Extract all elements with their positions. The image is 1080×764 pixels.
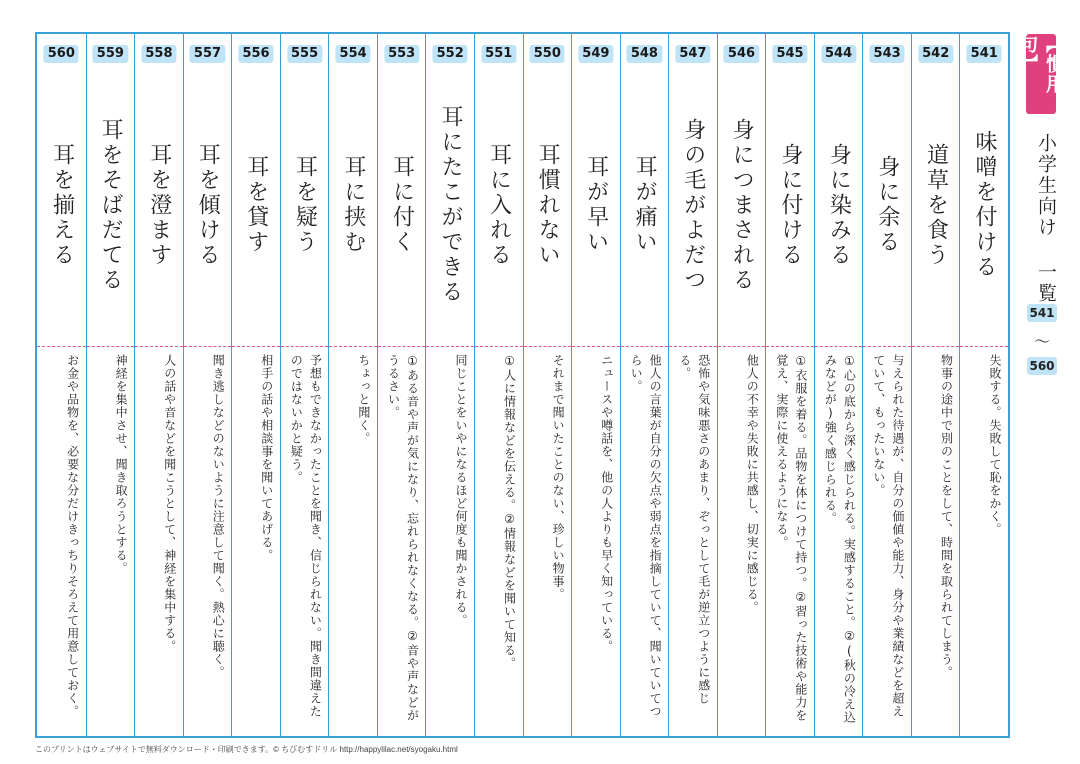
idiom-text: 耳をそばだてる <box>98 117 124 293</box>
idiom-column <box>959 34 1008 736</box>
dashed-divider <box>378 346 426 347</box>
idiom-column <box>571 34 620 736</box>
idiom-meaning: ①人に情報などを伝える。②情報などを聞いて知る。 <box>502 354 517 670</box>
idiom-text: 耳を貸す <box>243 155 269 255</box>
entry-number: 559 <box>93 45 128 63</box>
idiom-meaning: ちょっと聞く。 <box>356 354 371 445</box>
idiom-column <box>37 34 86 736</box>
idiom-text: 耳に付く <box>389 155 415 255</box>
category-tag: 【慣用句】 <box>1026 34 1056 114</box>
idiom-column <box>765 34 814 736</box>
dashed-divider <box>426 346 474 347</box>
idiom-text: 耳を揃える <box>49 142 75 268</box>
range-start-badge: 541 <box>1027 304 1057 322</box>
idiom-column <box>717 34 766 736</box>
dashed-divider <box>815 346 863 347</box>
idiom-column <box>328 34 377 736</box>
entry-number: 553 <box>384 45 419 63</box>
idiom-text: 身につまされる <box>729 117 755 293</box>
idiom-column <box>911 34 960 736</box>
entry-number: 545 <box>772 45 807 63</box>
dashed-divider <box>87 346 135 347</box>
idiom-text: 耳が痛い <box>632 155 658 255</box>
idiom-meaning: 聞き逃しなどのないように注意して聞く。熱心に聴く。 <box>211 354 226 679</box>
idiom-meaning: ①衣服を着る。品物を体につけて持つ。②習った技術や能力を覚え、実際に使えるようになる。 <box>774 354 808 722</box>
idiom-table <box>35 32 1010 738</box>
idiom-column <box>377 34 426 736</box>
idiom-column <box>183 34 232 736</box>
dashed-divider <box>37 346 86 347</box>
idiom-meaning: 恐怖や気味悪さのあまり、ぞっとして毛が逆立つように感じる。 <box>677 354 711 705</box>
entry-number: 556 <box>238 45 273 63</box>
idiom-text: 耳を疑う <box>292 155 318 255</box>
idiom-meaning: 同じことをいやになるほど何度も聞かされる。 <box>453 354 468 627</box>
dashed-divider <box>475 346 523 347</box>
idiom-meaning: 神経を集中させ、聞き取ろうとする。 <box>114 354 129 575</box>
idiom-column <box>862 34 911 736</box>
idiom-column <box>474 34 523 736</box>
dashed-divider <box>524 346 572 347</box>
idiom-meaning: ①ある音や声が気になり、忘れられなくなる。②音や声などがうるさい。 <box>386 354 420 722</box>
idiom-column <box>86 34 135 736</box>
footer-note: このプリントはウェブサイトで無料ダウンロード・印刷できます。© ちびむすドリル http://happylilac.net/syogaku.html <box>35 745 458 754</box>
idiom-text: 耳にたこができる <box>437 105 463 305</box>
idiom-meaning: 与えられた待遇が、自分の価値や能力、身分や業績などを超えていて、もったいない。 <box>871 354 905 718</box>
idiom-column <box>280 34 329 736</box>
range-end-badge: 560 <box>1027 357 1057 375</box>
idiom-text: 耳慣れない <box>535 142 561 268</box>
idiom-meaning: ニュースや噂話を、他の人よりも早く知っている。 <box>599 354 614 653</box>
entry-number: 542 <box>918 45 953 63</box>
idiom-text: 味噌を付ける <box>972 130 997 280</box>
idiom-text: 身に染みる <box>826 142 852 268</box>
idiom-text: 耳に挟む <box>340 155 366 255</box>
idiom-column <box>668 34 717 736</box>
idiom-text: 耳を澄ます <box>146 142 172 268</box>
entry-number: 551 <box>481 45 516 63</box>
entry-number: 558 <box>141 45 176 63</box>
entry-number: 549 <box>578 45 613 63</box>
entry-number: 548 <box>627 45 662 63</box>
dashed-divider <box>960 346 1008 347</box>
idiom-meaning: 人の話や音などを聞こうとして、神経を集中する。 <box>162 354 177 653</box>
idiom-text: 道草を食う <box>923 142 949 268</box>
dashed-divider <box>135 346 183 347</box>
idiom-column <box>620 34 669 736</box>
idiom-column <box>425 34 474 736</box>
idiom-meaning: 相手の話や相談事を聞いてあげる。 <box>259 354 274 562</box>
entry-number: 541 <box>967 45 1002 63</box>
idiom-column <box>523 34 572 736</box>
idiom-column <box>814 34 863 736</box>
idiom-meaning: それまで聞いたことのない、珍しい物事。 <box>551 354 566 601</box>
entry-number: 547 <box>675 45 710 63</box>
entry-number: 554 <box>336 45 371 63</box>
idiom-meaning: 他人の言葉が自分の欠点や弱点を指摘していて、聞いていてつらい。 <box>629 354 663 718</box>
page-title: 小学生向け 一覧 <box>1035 132 1057 304</box>
idiom-meaning: 失敗する。失敗して恥をかく。 <box>988 354 1002 536</box>
dashed-divider <box>718 346 766 347</box>
dashed-divider <box>669 346 717 347</box>
dashed-divider <box>281 346 329 347</box>
entry-number: 543 <box>870 45 905 63</box>
idiom-meaning: 物事の途中で別のことをして、時間を取られてしまう。 <box>939 354 954 679</box>
range-tilde: 〜 <box>1033 332 1050 351</box>
side-panel <box>1016 32 1065 738</box>
entry-number: 552 <box>433 45 468 63</box>
dashed-divider <box>329 346 377 347</box>
entry-number: 557 <box>190 45 225 63</box>
dashed-divider <box>912 346 960 347</box>
dashed-divider <box>766 346 814 347</box>
idiom-text: 耳が早い <box>583 155 609 255</box>
entry-number: 544 <box>821 45 856 63</box>
entry-number: 560 <box>44 45 79 63</box>
idiom-text: 身に余る <box>874 155 900 255</box>
entry-number: 550 <box>530 45 565 63</box>
entry-number: 555 <box>287 45 322 63</box>
dashed-divider <box>572 346 620 347</box>
entry-number: 546 <box>724 45 759 63</box>
idiom-text: 耳に入れる <box>486 142 512 268</box>
idiom-column <box>134 34 183 736</box>
dashed-divider <box>232 346 280 347</box>
dashed-divider <box>184 346 232 347</box>
dashed-divider <box>621 346 669 347</box>
idiom-text: 身に付ける <box>777 142 803 268</box>
idiom-column <box>231 34 280 736</box>
idiom-meaning: 他人の不幸や失敗に共感し、切実に感じる。 <box>745 354 760 614</box>
idiom-text: 身の毛がよだつ <box>680 117 706 293</box>
idiom-meaning: ①心の底から深く感じられる。実感すること。②(秋の冷え込みなどが)強く感じられる。 <box>823 354 857 724</box>
idiom-meaning: お金や品物を、必要な分だけきっちりそろえて用意しておく。 <box>65 354 80 718</box>
idiom-meaning: 予想もできなかったことを聞き、信じられない。聞き間違えたのではないかと疑う。 <box>289 354 323 718</box>
idiom-text: 耳を傾ける <box>195 142 221 268</box>
dashed-divider <box>863 346 911 347</box>
